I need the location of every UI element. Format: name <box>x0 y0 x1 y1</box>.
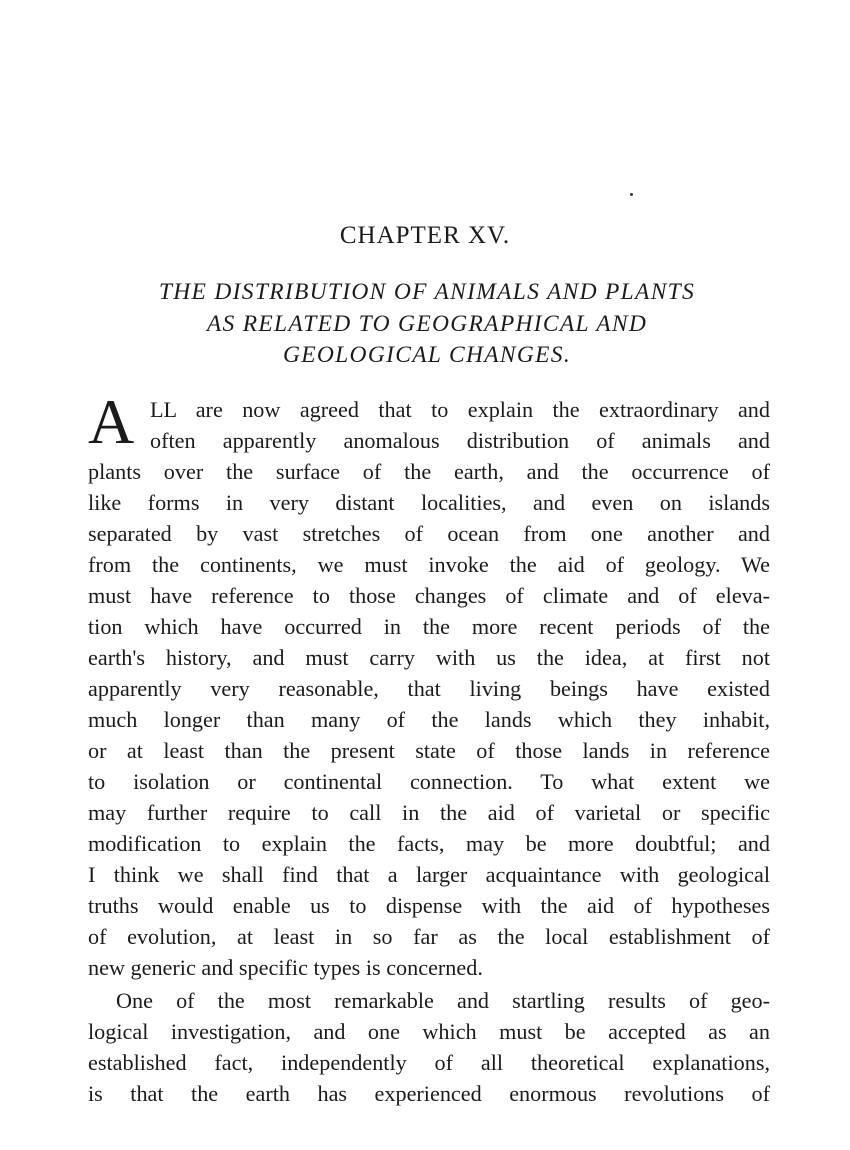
paragraph-1 <box>88 394 770 983</box>
text-line: I think we shall find that a larger acquaintance with geological <box>88 862 770 887</box>
text-line: truths would enable us to dispense with the aid of hypotheses <box>88 893 770 918</box>
chapter-number: CHAPTER XV. <box>339 222 511 249</box>
print-speck <box>630 193 633 196</box>
chapter-title-line: THE DISTRIBUTION OF ANIMALS AND PLANTS <box>158 279 696 305</box>
text-line: must have reference to those changes of climate and of eleva- <box>88 583 770 608</box>
text-line: like forms in very distant localities, and even on islands <box>88 490 770 515</box>
text-line: from the continents, we must invoke the aid of geology. We <box>88 552 770 577</box>
text-line: tion which have occurred in the more recent periods of the <box>88 614 770 639</box>
text-line: or at least than the present state of those lands in reference <box>88 738 770 763</box>
text-line: earth's history, and must carry with us the idea, at first not <box>88 645 770 670</box>
chapter-title <box>85 277 769 372</box>
text-line: One of the most remarkable and startling results of geo- <box>116 988 770 1013</box>
text-line: modification to explain the facts, may be more doubtful; and <box>88 831 770 856</box>
body-text <box>88 394 770 1109</box>
text-line: is that the earth has experienced enormous revolutions of <box>88 1081 770 1106</box>
text-line: separated by vast stretches of ocean from one another and <box>88 521 770 546</box>
text-line: apparently very reasonable, that living beings have existed <box>88 676 770 701</box>
text-line: plants over the surface of the earth, and the occurrence of <box>88 459 770 484</box>
chapter-title-line: AS RELATED TO GEOGRAPHICAL AND <box>206 310 648 337</box>
paragraph-2 <box>88 985 770 1109</box>
text-line: established fact, independently of all theoretical explanations, <box>88 1050 770 1075</box>
text-line: often apparently anomalous distribution of animals and <box>150 428 770 453</box>
text-line: to isolation or continental connection. To what extent we <box>88 769 770 794</box>
text-line: much longer than many of the lands which they inhabit, <box>88 707 770 732</box>
text-line: new generic and specific types is concerned. <box>88 955 483 980</box>
text-line: of evolution, at least in so far as the local establishment of <box>88 924 770 949</box>
chapter-title-line: GEOLOGICAL CHANGES. <box>282 342 571 368</box>
text-line: may further require to call in the aid of varietal or specific <box>88 800 770 825</box>
text-line: logical investigation, and one which must be accepted as an <box>88 1019 770 1044</box>
drop-cap: A <box>88 386 135 457</box>
text-line: LL are now agreed that to explain the extraordinary and <box>150 397 770 422</box>
chapter-heading <box>0 222 850 250</box>
